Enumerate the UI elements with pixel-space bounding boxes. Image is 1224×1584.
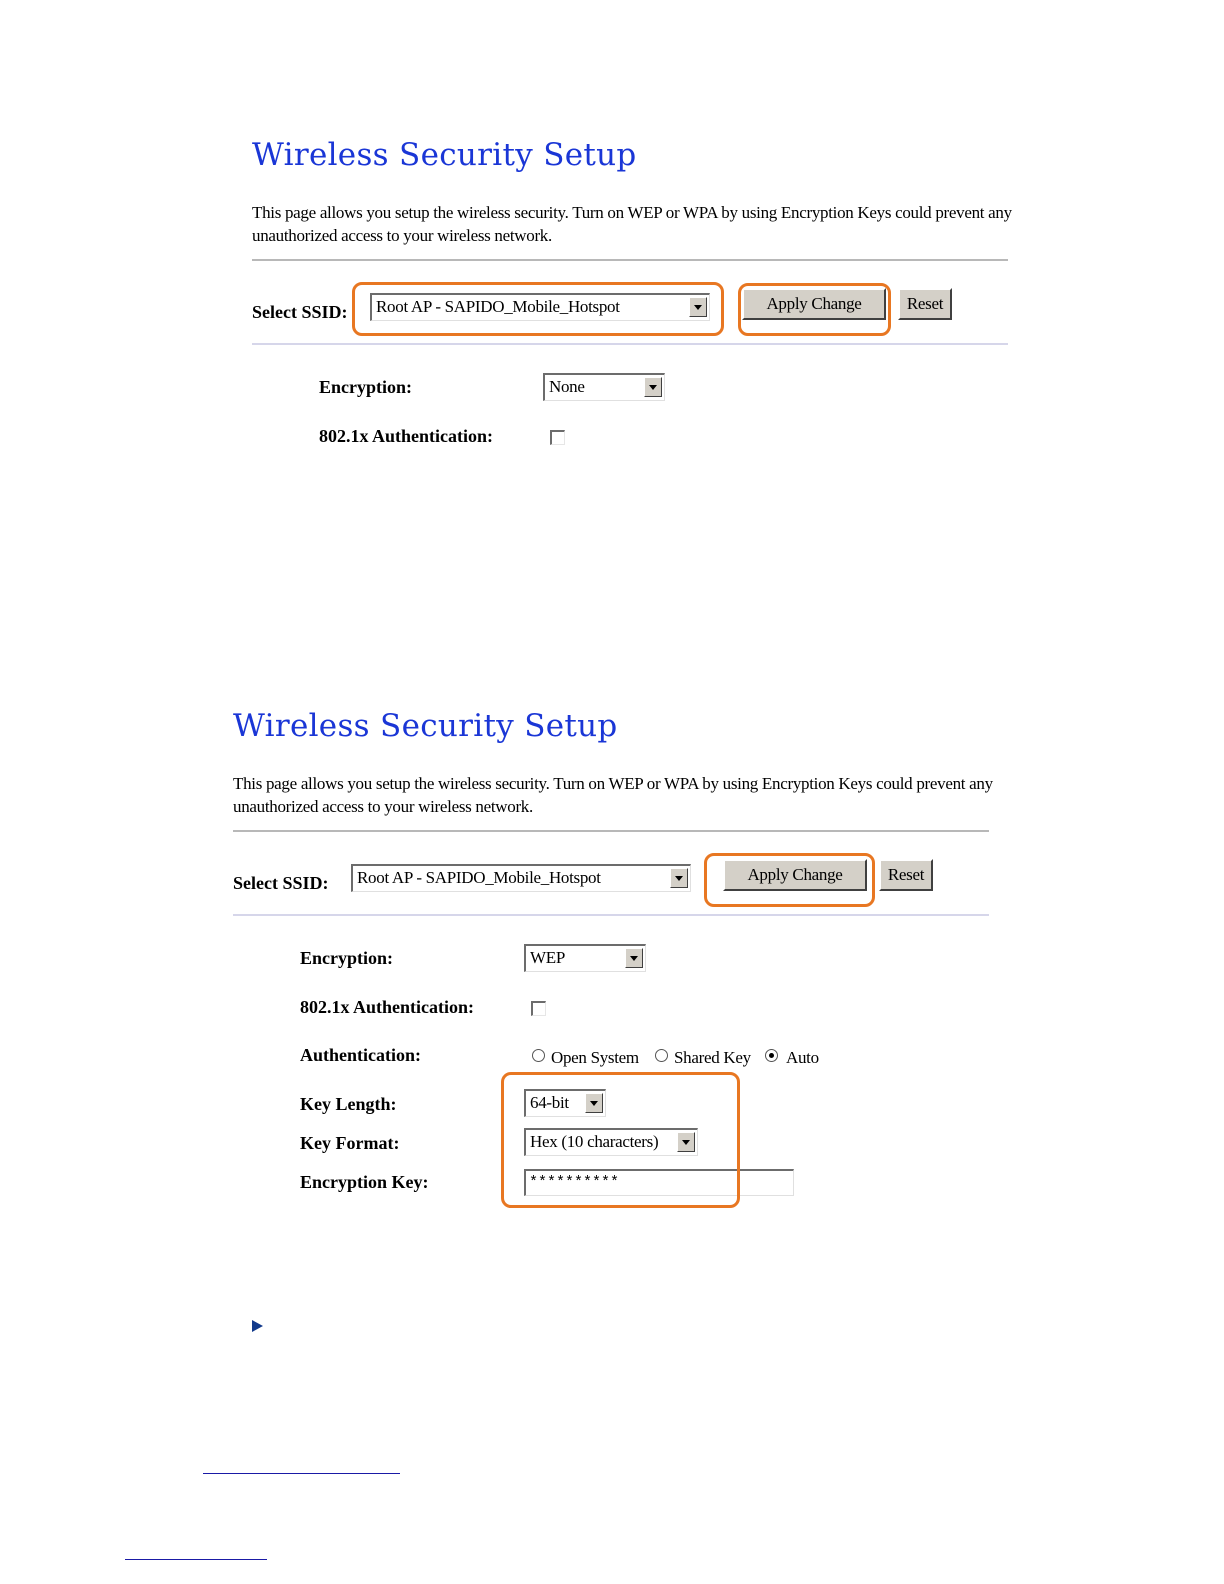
key-format-select-value: Hex (10 characters) bbox=[530, 1132, 659, 1151]
encryption-key-input[interactable]: ********** bbox=[524, 1169, 794, 1196]
ssid-select-value: Root AP - SAPIDO_Mobile_Hotspot bbox=[357, 868, 601, 887]
encryption-select-value: WEP bbox=[530, 948, 565, 967]
footnote-separator bbox=[125, 1559, 267, 1560]
encryption-select-value: None bbox=[549, 377, 585, 396]
select-ssid-label: Select SSID: bbox=[252, 302, 348, 322]
apply-change-button[interactable]: Apply Change bbox=[723, 859, 867, 891]
key-format-select[interactable] bbox=[524, 1128, 698, 1156]
radio-shared-key-label: Shared Key bbox=[674, 1048, 751, 1067]
chevron-down-icon[interactable] bbox=[625, 948, 643, 968]
chevron-down-icon[interactable] bbox=[689, 297, 707, 317]
chevron-down-icon[interactable] bbox=[585, 1093, 603, 1113]
page-title: Wireless Security Setup bbox=[252, 137, 637, 173]
page-description: This page allows you setup the wireless security. Turn on WEP or WPA by using Encryption Keys could prevent any unauthorized access to your wireless network. bbox=[252, 203, 1012, 245]
select-ssid-label: Select SSID: bbox=[233, 873, 329, 893]
auth-8021x-label: 802.1x Authentication: bbox=[300, 997, 475, 1017]
page-title: Wireless Security Setup bbox=[233, 708, 618, 744]
encryption-select[interactable] bbox=[543, 373, 665, 401]
page-description: This page allows you setup the wireless security. Turn on WEP or WPA by using Encryption Keys could prevent any unauthorized access to your wireless network. bbox=[233, 774, 993, 816]
apply-change-button[interactable]: Apply Change bbox=[742, 288, 886, 320]
radio-open-system-label: Open System bbox=[551, 1048, 639, 1067]
ssid-select[interactable] bbox=[370, 293, 710, 321]
footnote-separator bbox=[203, 1473, 400, 1474]
key-length-select-value: 64-bit bbox=[530, 1093, 569, 1112]
auth-8021x-checkbox[interactable] bbox=[531, 1001, 546, 1016]
radio-shared-key[interactable] bbox=[655, 1049, 668, 1062]
divider bbox=[233, 914, 989, 916]
chevron-down-icon[interactable] bbox=[670, 868, 688, 888]
ssid-select-value: Root AP - SAPIDO_Mobile_Hotspot bbox=[376, 297, 620, 316]
radio-auto[interactable] bbox=[765, 1049, 778, 1062]
auth-8021x-label: 802.1x Authentication: bbox=[319, 426, 494, 446]
reset-button[interactable]: Reset bbox=[879, 859, 933, 891]
encryption-label: Encryption: bbox=[319, 377, 413, 397]
encryption-select[interactable] bbox=[524, 944, 646, 972]
chevron-down-icon[interactable] bbox=[644, 377, 662, 397]
bullet-arrow-icon bbox=[252, 1320, 263, 1332]
encryption-label: Encryption: bbox=[300, 948, 394, 968]
key-format-label: Key Format: bbox=[300, 1133, 400, 1153]
panel-encryption-none bbox=[252, 137, 1012, 457]
encryption-key-label: Encryption Key: bbox=[300, 1172, 429, 1192]
radio-auto-label: Auto bbox=[786, 1048, 819, 1067]
key-length-select[interactable] bbox=[524, 1089, 606, 1117]
divider bbox=[252, 343, 1008, 345]
key-length-label: Key Length: bbox=[300, 1094, 397, 1114]
panel-encryption-wep bbox=[233, 708, 993, 1208]
divider bbox=[233, 830, 989, 832]
radio-open-system[interactable] bbox=[532, 1049, 545, 1062]
auth-8021x-checkbox[interactable] bbox=[550, 430, 565, 445]
reset-button[interactable]: Reset bbox=[898, 288, 952, 320]
chevron-down-icon[interactable] bbox=[677, 1132, 695, 1152]
authentication-label: Authentication: bbox=[300, 1045, 421, 1065]
ssid-select[interactable] bbox=[351, 864, 691, 892]
divider bbox=[252, 259, 1008, 261]
